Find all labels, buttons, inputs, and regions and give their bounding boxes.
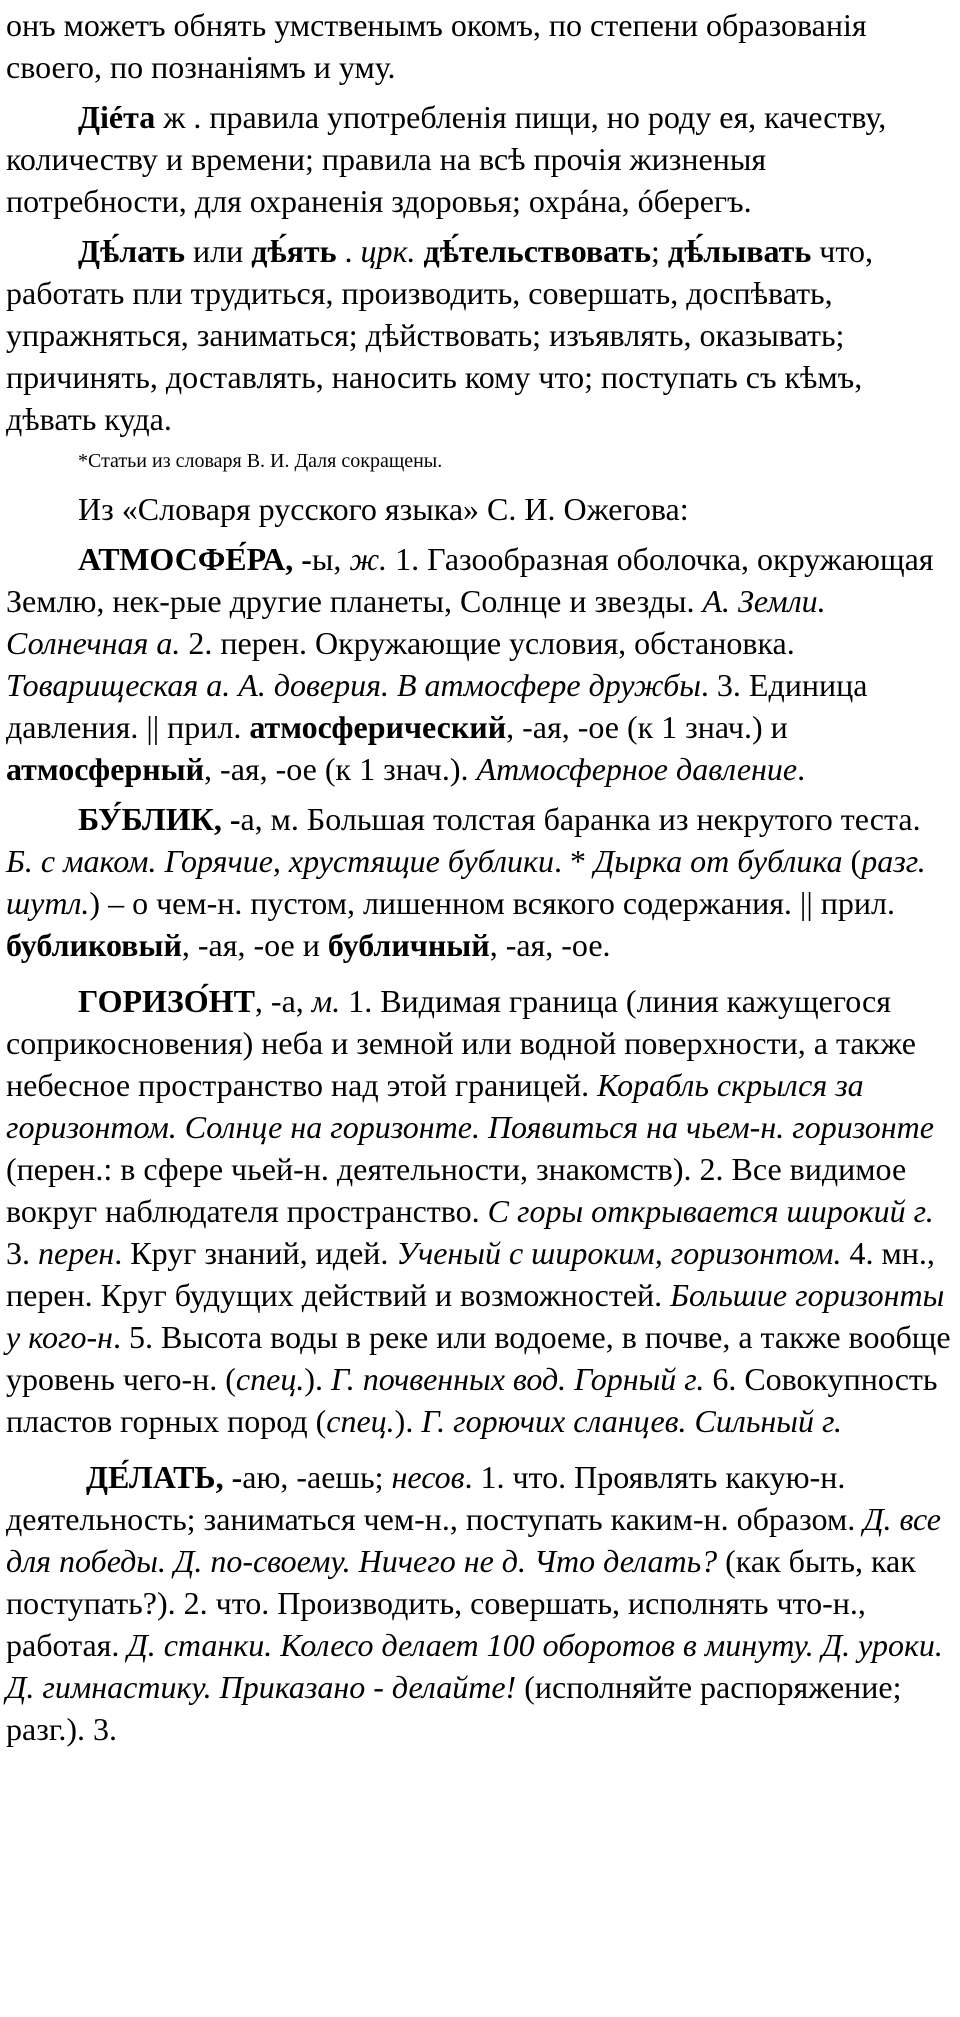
entry-atmosfera: АТМОСФЕ́РА, -ы, ж. 1. Газообразная оболочка, окружающая Землю, нек-рые другие планеты, Солнце и звезды. А. Земли. Солнечная а. 2. перен. Окружающие условия, обстановка. Товарищеская а. А. доверия. В атмосфере дружбы. 3. Единица давления. || прил. атмосферический, -ая, -ое (к 1 знач.) и атмосферный, -ая, -ое (к 1 знач.). Атмосферное давление. [6, 541, 934, 787]
headword-deyat: дѣ́ять [251, 233, 337, 269]
entry-gorizont: ГОРИЗО́НТ, -а, м. 1. Видимая граница (линия кажущегося соприкосновения) неба и земной или водной поверхности, а также небесное пространство над этой границей. Корабль скрылся за горизонтом. Солнце на горизонте. Появиться на чьем-н. горизонте (перен.: в сфере чьей-н. деятельности, знакомств). 2. Все видимое вокруг наблюдателя пространство. С горы открывается широкий г. 3. перен. Круг знаний, идей. Ученый с широким, горизонтом. 4. мн., перен. Круг будущих действий и возможностей. Большие горизонты у кого-н. 5. Высота воды в реке или водоеме, в почве, а также вообще уровень чего-н. (спец.). Г. почвенных вод. Горный г. 6. Совокупность пластов горных пород (спец.). Г. горючих сланцев. Сильный г. [6, 983, 951, 1439]
label-crk: црк. [360, 233, 416, 269]
entry-delat-dal: Дѣ́лать или дѣ́ять . црк. дѣ́тельствовать; дѣ́лывать что, работать пли трудиться, производить, совершать, доспѣвать, упражняться, заниматься; дѣйствовать; изъявлять, оказывать; причинять, доставлять, наносить кому что; поступать съ кѣмъ, дѣвать куда. [6, 233, 873, 437]
entry-dieta: Діéта ж . правила употребленія пищи, но роду ея, качеству, количеству и времени; правила на всѣ прочія жизненыя потребности, для охраненія здоровья; охрáна, óберегъ. [6, 99, 887, 219]
headword-bublik: БУ́БЛИК [78, 801, 214, 837]
entry-bublik: БУ́БЛИК, -а, м. Большая толстая баранка из некрутого теста. Б. с маком. Горячие, хрустящие бублики. * Дырка от бублика (разг. шутл.) – о чем-н. пустом, лишенном всякого содержания. || прил. бубликовый, -ая, -ое и бубличный, -ая, -ое. [6, 801, 926, 963]
headword-deitelstvovat: дѣ́тельствовать [423, 233, 651, 269]
dal-intro-text: онъ можетъ обнять умственымъ окомъ, по степени образованія своего, по познаніямъ и уму. [6, 7, 867, 85]
headword-atmosfera: АТМОСФЕ́РА [78, 541, 286, 577]
ozhegov-intro: Из «Словаря русского языка» С. И. Ожегова: [78, 491, 689, 527]
headword-dieta: Діéта [78, 99, 156, 135]
footnote: *Статьи из словаря В. И. Даля сокращены. [78, 450, 443, 472]
entry-delat-ozhegov: ДЕ́ЛАТЬ, -аю, -аешь; несов. 1. что. Проявлять какую-н. деятельность; заниматься чем-н., поступать каким-н. образом. Д. все для победы. Д. по-своему. Ничего не д. Что делать? (как быть, как поступать?). 2. что. Производить, совершать, исполнять что-н., работая. Д. станки. Колесо делает 100 оборотов в минуту. Д. уроки. Д. гимнастику. Приказано - делайте! (исполняйте распоряжение; разг.). 3. [6, 1459, 943, 1747]
headword-delyvat: дѣ́лывать [667, 233, 812, 269]
headword-delat-dal: Дѣ́лать [78, 233, 185, 269]
headword-gorizont: ГОРИЗО́НТ [78, 983, 255, 1019]
headword-delat-ozhegov: ДЕ́ЛАТЬ [86, 1459, 216, 1495]
